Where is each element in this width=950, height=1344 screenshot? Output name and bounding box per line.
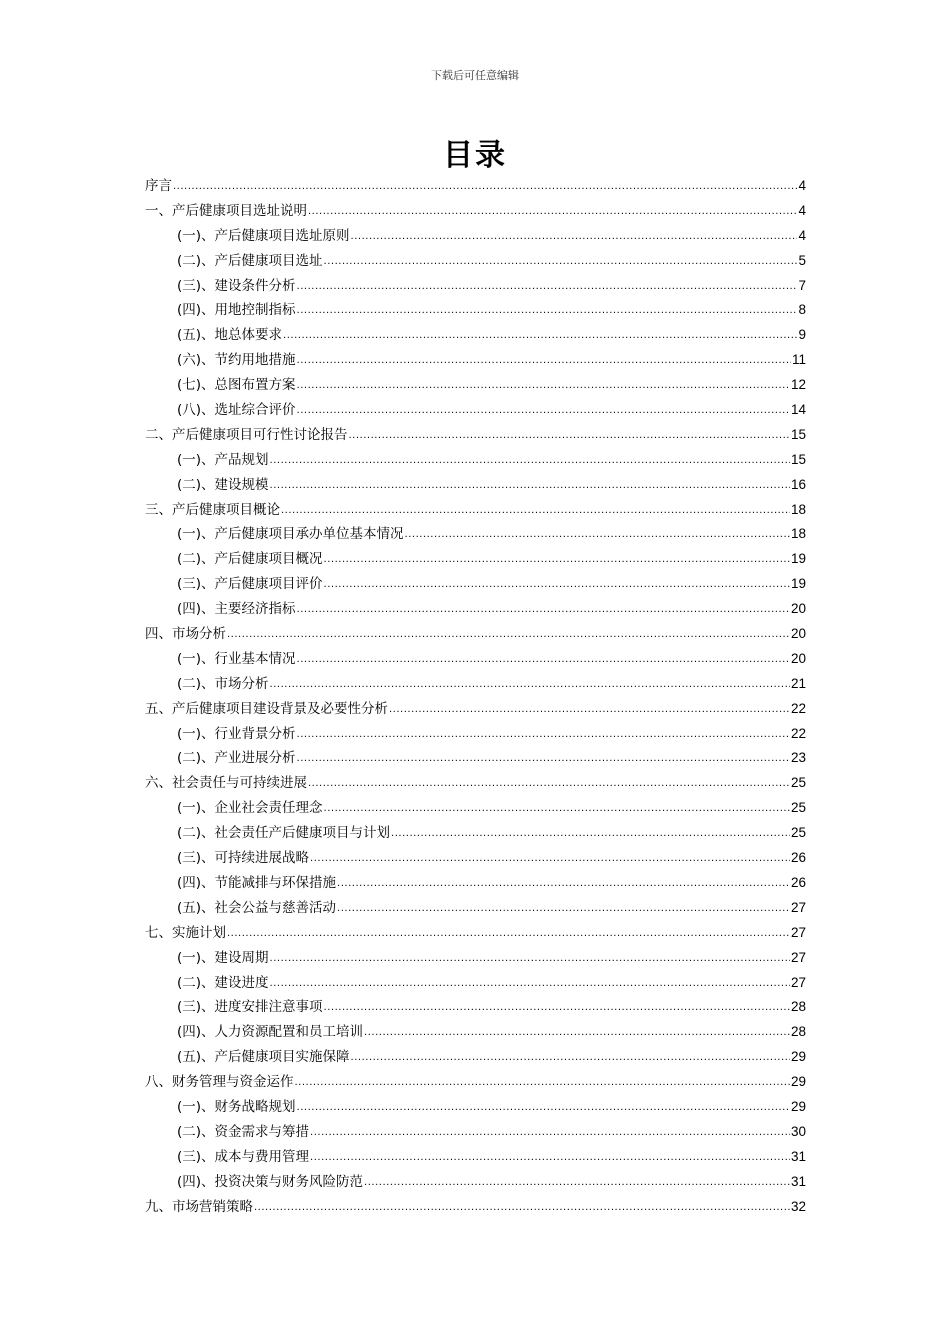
- toc-entry-label: (三)、产后健康项目评价: [177, 576, 323, 593]
- toc-entry[interactable]: [145, 572, 806, 597]
- toc-entry-label: (七)、总图布置方案: [177, 377, 296, 394]
- toc-entry-page-number: 26: [790, 874, 806, 890]
- toc-entry[interactable]: [145, 846, 806, 871]
- toc-entry-label: (五)、社会公益与慈善活动: [177, 899, 337, 916]
- toc-entry[interactable]: [145, 871, 806, 896]
- toc-entry[interactable]: [145, 597, 806, 622]
- toc-dot-leader: [297, 399, 790, 424]
- toc-dot-leader: [349, 424, 790, 449]
- toc-entry-page-number: 16: [790, 476, 806, 492]
- toc-dot-leader: [364, 1021, 790, 1046]
- toc-title: 目录: [443, 138, 507, 173]
- toc-dot-leader: [227, 623, 790, 648]
- toc-dot-leader: [297, 747, 790, 772]
- toc-entry-label: (四)、人力资源配置和员工培训: [177, 1024, 364, 1041]
- toc-entry-page-number: 14: [790, 402, 806, 418]
- toc-entry-label: 四、市场分析: [145, 626, 226, 643]
- toc-entry[interactable]: [145, 1145, 806, 1170]
- toc-entry[interactable]: [145, 672, 806, 697]
- toc-entry[interactable]: [145, 473, 806, 498]
- toc-dot-leader: [324, 797, 790, 822]
- toc-entry-label: (一)、企业社会责任理念: [177, 800, 323, 817]
- toc-entry-page-number: 27: [790, 924, 806, 940]
- toc-entry-label: (二)、建设规模: [177, 476, 269, 493]
- toc-entry-page-number: 20: [790, 650, 806, 666]
- toc-dot-leader: [364, 1171, 790, 1196]
- toc-dot-leader: [324, 996, 790, 1021]
- toc-entry-page-number: 25: [790, 775, 806, 791]
- toc-entry-label: 序言: [145, 178, 172, 194]
- toc-entry[interactable]: [145, 796, 806, 821]
- toc-entry-page-number: 20: [790, 601, 806, 617]
- toc-entry-label: (四)、主要经济指标: [177, 601, 296, 618]
- toc-dot-leader: [227, 922, 790, 947]
- toc-dot-leader: [297, 648, 790, 673]
- toc-entry-page-number: 18: [790, 526, 806, 542]
- toc-entry[interactable]: [145, 697, 806, 722]
- toc-entry-label: (三)、建设条件分析: [177, 277, 296, 294]
- toc-dot-leader: [270, 474, 790, 499]
- toc-entry-label: (一)、行业基本情况: [177, 650, 296, 667]
- toc-dot-leader: [173, 175, 797, 200]
- toc-entry-page-number: 32: [790, 1198, 806, 1214]
- toc-entry-page-number: 15: [790, 426, 806, 442]
- toc-entry[interactable]: [145, 224, 806, 249]
- toc-entry-page-number: 5: [798, 252, 806, 268]
- toc-entry-label: (二)、社会责任产后健康项目与计划: [177, 825, 391, 842]
- toc-dot-leader: [308, 772, 790, 797]
- toc-entry-label: (一)、产后健康项目承办单位基本情况: [177, 526, 404, 543]
- toc-entry-page-number: 30: [790, 1123, 806, 1139]
- toc-dot-leader: [310, 1121, 790, 1146]
- toc-entry[interactable]: [145, 423, 806, 448]
- toc-entry[interactable]: [145, 522, 806, 547]
- toc-entry-label: (一)、产后健康项目选址原则: [177, 227, 350, 244]
- toc-entry[interactable]: [145, 946, 806, 971]
- toc-entry-page-number: 11: [791, 352, 806, 368]
- toc-dot-leader: [324, 250, 798, 275]
- toc-entry-page-number: 4: [798, 178, 806, 193]
- toc-entry[interactable]: [145, 921, 806, 946]
- toc-entry[interactable]: [145, 722, 806, 747]
- toc-entry-page-number: 25: [790, 825, 806, 841]
- toc-entry-label: (二)、产后健康项目概况: [177, 551, 323, 568]
- toc-entry[interactable]: [145, 547, 806, 572]
- toc-entry[interactable]: [145, 498, 806, 523]
- toc-dot-leader: [391, 822, 790, 847]
- toc-entry-label: (四)、投资决策与财务风险防范: [177, 1173, 364, 1190]
- toc-entry-label: 三、产后健康项目概论: [145, 501, 280, 518]
- toc-dot-leader: [337, 897, 790, 922]
- toc-dot-leader: [310, 847, 790, 872]
- toc-entry-label: (三)、可持续进展战略: [177, 850, 310, 867]
- toc-entry[interactable]: [145, 199, 806, 224]
- toc-entry-page-number: 20: [790, 626, 806, 642]
- toc-entry[interactable]: [145, 1095, 806, 1120]
- toc-dot-leader: [297, 349, 791, 374]
- toc-entry-label: (二)、建设进度: [177, 974, 269, 991]
- toc-entry-page-number: 28: [790, 1024, 806, 1040]
- toc-entry[interactable]: [145, 398, 806, 423]
- toc-entry-label: 七、实施计划: [145, 924, 226, 941]
- toc-entry-page-number: 27: [790, 949, 806, 965]
- toc-entry-page-number: 21: [790, 675, 806, 691]
- toc-entry-label: 一、产后健康项目选址说明: [145, 202, 307, 219]
- toc-entry-label: 五、产后健康项目建设背景及必要性分析: [145, 700, 388, 717]
- toc-entry-page-number: 23: [790, 750, 806, 766]
- header-note: 下载后可任意编辑: [431, 69, 519, 82]
- toc-dot-leader: [270, 673, 790, 698]
- toc-entry-label: (五)、产后健康项目实施保障: [177, 1049, 350, 1066]
- toc-dot-leader: [281, 499, 790, 524]
- toc-entry[interactable]: [145, 1195, 806, 1220]
- toc-entry-page-number: 29: [790, 1074, 806, 1090]
- toc-entry-label: (三)、进度安排注意事项: [177, 999, 323, 1016]
- toc-entry-label: (一)、产品规划: [177, 451, 269, 468]
- toc-entry[interactable]: [145, 174, 806, 199]
- toc-dot-leader: [283, 324, 797, 349]
- toc-entry-page-number: 22: [790, 700, 806, 716]
- toc-entry-label: (一)、财务战略规划: [177, 1098, 296, 1115]
- toc-entry[interactable]: [145, 1045, 806, 1070]
- toc-entry-label: 九、市场营销策略: [145, 1198, 253, 1215]
- toc-dot-leader: [270, 449, 790, 474]
- toc-entry-label: (四)、节能减排与环保措施: [177, 874, 337, 891]
- toc-entry-label: (一)、建设周期: [177, 949, 269, 966]
- toc-entry-page-number: 31: [790, 1148, 806, 1164]
- toc-entry-label: (二)、资金需求与筹措: [177, 1123, 310, 1140]
- toc-entry-label: 八、财务管理与资金运作: [145, 1074, 294, 1091]
- toc-entry-page-number: 15: [790, 451, 806, 467]
- toc-dot-leader: [297, 374, 790, 399]
- toc-entry[interactable]: [145, 274, 806, 299]
- toc-dot-leader: [324, 573, 790, 598]
- toc-entry[interactable]: [145, 1120, 806, 1145]
- toc-entry[interactable]: [145, 298, 806, 323]
- toc-dot-leader: [270, 972, 790, 997]
- toc-entry-page-number: 29: [790, 1098, 806, 1114]
- toc-entry[interactable]: [145, 896, 806, 921]
- toc-entry[interactable]: [145, 971, 806, 996]
- toc-entry-label: (一)、行业背景分析: [177, 725, 296, 742]
- toc-entry[interactable]: [145, 448, 806, 473]
- toc-dot-leader: [310, 1146, 790, 1171]
- toc-entry-label: (六)、节约用地措施: [177, 352, 296, 369]
- toc-dot-leader: [297, 1096, 790, 1121]
- toc-entry-page-number: 29: [790, 1049, 806, 1065]
- toc-dot-leader: [324, 548, 790, 573]
- toc-dot-leader: [405, 523, 790, 548]
- toc-dot-leader: [308, 200, 797, 225]
- toc-entry-page-number: 18: [790, 501, 806, 517]
- toc-dot-leader: [297, 275, 798, 300]
- toc-entry[interactable]: [145, 622, 806, 647]
- toc-dot-leader: [295, 1071, 790, 1096]
- toc-entry[interactable]: [145, 348, 806, 373]
- toc-entry-page-number: 28: [790, 999, 806, 1015]
- toc-entry-label: 六、社会责任与可持续进展: [145, 775, 307, 792]
- toc-entry-page-number: 4: [798, 202, 806, 218]
- toc-entry[interactable]: [145, 995, 806, 1020]
- toc-entry-label: (四)、用地控制指标: [177, 302, 296, 319]
- toc-entry[interactable]: [145, 1020, 806, 1045]
- toc-entry-page-number: 31: [790, 1173, 806, 1189]
- table-of-contents: [145, 174, 806, 1219]
- toc-dot-leader: [297, 299, 798, 324]
- toc-entry-label: (二)、市场分析: [177, 675, 269, 692]
- toc-dot-leader: [351, 1046, 790, 1071]
- toc-entry-label: (二)、产后健康项目选址: [177, 252, 323, 269]
- toc-entry[interactable]: [145, 1070, 806, 1095]
- toc-dot-leader: [297, 723, 790, 748]
- toc-dot-leader: [337, 872, 790, 897]
- toc-dot-leader: [389, 698, 790, 723]
- toc-entry-page-number: 27: [790, 974, 806, 990]
- toc-entry[interactable]: [145, 821, 806, 846]
- toc-entry[interactable]: [145, 249, 806, 274]
- toc-entry-label: (五)、地总体要求: [177, 327, 283, 344]
- toc-entry-page-number: 26: [790, 850, 806, 866]
- toc-entry-page-number: 12: [790, 377, 806, 393]
- toc-entry-page-number: 19: [790, 576, 806, 592]
- toc-entry-label: 二、产后健康项目可行性讨论报告: [145, 426, 348, 443]
- toc-dot-leader: [351, 225, 798, 250]
- toc-entry[interactable]: [145, 373, 806, 398]
- toc-entry-label: (二)、产业进展分析: [177, 750, 296, 767]
- toc-entry-page-number: 7: [798, 277, 806, 293]
- toc-entry-label: (八)、选址综合评价: [177, 402, 296, 419]
- toc-entry[interactable]: [145, 1170, 806, 1195]
- toc-entry-page-number: 8: [798, 302, 806, 318]
- toc-entry-page-number: 27: [790, 899, 806, 915]
- toc-entry[interactable]: [145, 746, 806, 771]
- toc-entry[interactable]: [145, 323, 806, 348]
- toc-entry-page-number: 9: [798, 327, 806, 343]
- toc-dot-leader: [297, 598, 790, 623]
- toc-entry-page-number: 22: [790, 725, 806, 741]
- toc-entry-label: (三)、成本与费用管理: [177, 1148, 310, 1165]
- toc-entry-page-number: 4: [798, 227, 806, 243]
- toc-entry-page-number: 25: [790, 800, 806, 816]
- toc-dot-leader: [254, 1196, 790, 1221]
- toc-dot-leader: [270, 947, 790, 972]
- toc-entry[interactable]: [145, 647, 806, 672]
- toc-entry-page-number: 19: [790, 551, 806, 567]
- toc-entry[interactable]: [145, 771, 806, 796]
